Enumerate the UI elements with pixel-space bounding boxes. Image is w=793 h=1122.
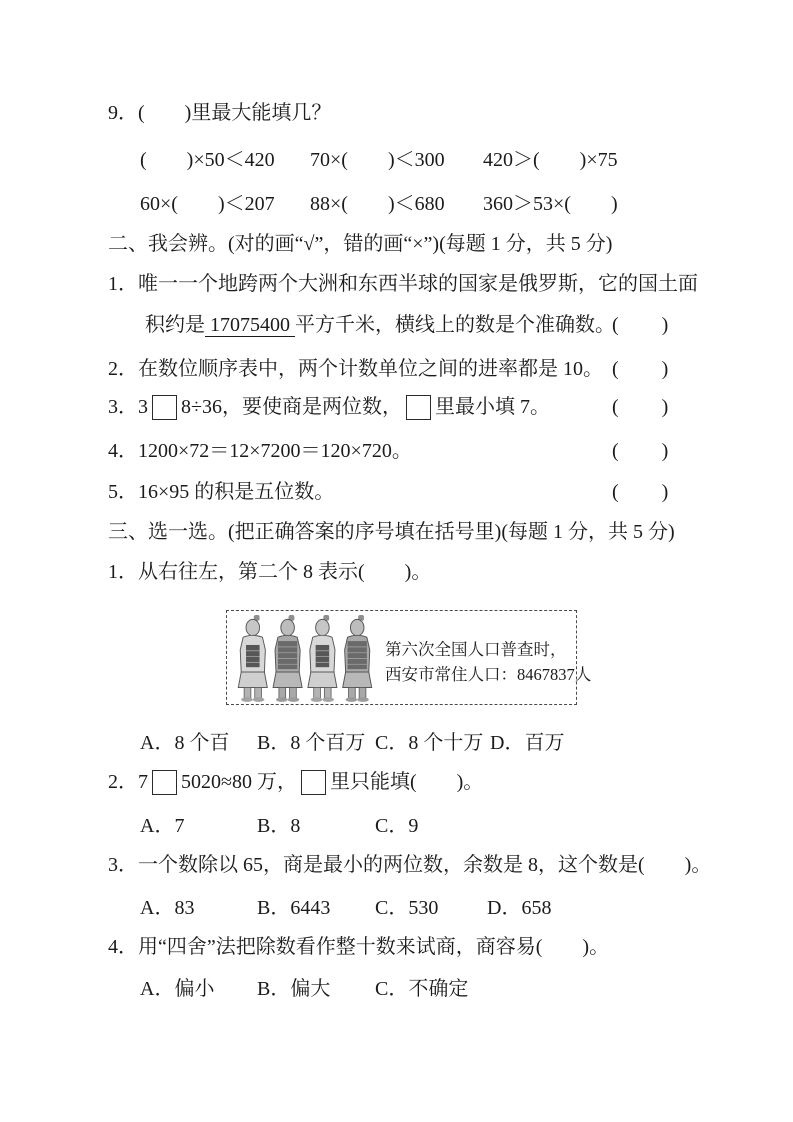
q9-expr-r2c1: 60×( )＜207 (140, 193, 275, 215)
figure-caption (385, 638, 591, 688)
section-choice-heading: 三、选一选。(把正确答案的序号填在括号里)(每题 1 分，共 5 分) (108, 521, 675, 543)
judge-item-3-mid: 8÷36，要使商是两位数， (181, 396, 402, 418)
choice-q3-text: 3．一个数除以 65，商是最小的两位数，余数是 8，这个数是( )。 (108, 854, 712, 876)
choice-q2-text (108, 769, 483, 795)
q1-option-d: D．百万 (490, 732, 565, 754)
figure-box (226, 610, 592, 705)
q2-option-b: B．8 (257, 815, 301, 837)
judge-item-3-post: 里最小填 7。 (434, 396, 550, 418)
judge-item-4-text: 4．1200×72＝12×7200＝120×720。 (108, 440, 412, 462)
q9-expr-r1c2: 70×( )＜300 (310, 149, 445, 171)
answer-bracket-2: ( ) (612, 358, 670, 380)
judge-item-1-post: 平方千米，横线上的数是个准确数。 (295, 314, 615, 336)
answer-bracket-3: ( ) (612, 396, 670, 418)
choice-q1-text: 1．从右往左，第二个 8 表示( )。 (108, 561, 432, 583)
q9-expr-r2c3: 360＞53×( ) (483, 193, 618, 215)
underlined-number: 17075400 (205, 314, 295, 337)
q4-option-b: B．偏大 (257, 978, 331, 1000)
blank-box (301, 770, 326, 795)
blank-box (152, 395, 177, 420)
choice-q2-mid: 5020≈80 万， (181, 771, 297, 793)
q9-expr-r1c3: 420＞( )×75 (483, 149, 618, 171)
judge-item-2-text: 2．在数位顺序表中，两个计数单位之间的进率都是 10。 (108, 358, 603, 380)
choice-q4-text: 4．用“四舍”法把除数看作整十数来试商，商容易( )。 (108, 936, 610, 958)
section-judge-heading: 二、我会辨。(对的画“√”，错的画“×”)(每题 1 分，共 5 分) (108, 233, 613, 255)
figure-caption-line-2: 西安市常住人口：8467837人 (385, 664, 592, 684)
answer-bracket-4: ( ) (612, 440, 670, 462)
figure-caption-line-1: 第六次全国人口普查时， (385, 640, 567, 659)
q4-option-a: A．偏小 (140, 978, 215, 1000)
judge-item-1-pre: 积约是 (145, 314, 205, 336)
judge-item-1-line-1: 1．唯一一个地跨两个大洲和东西半球的国家是俄罗斯，它的国土面 (108, 273, 698, 295)
blank-box (152, 770, 177, 795)
choice-q2-post: 里只能填( )。 (329, 771, 484, 793)
q3-option-c: C．530 (375, 897, 439, 919)
judge-item-3-pre: 3．3 (108, 396, 148, 418)
judge-item-3-text (108, 394, 550, 420)
judge-item-1-text (145, 312, 615, 338)
blank-box (406, 395, 431, 420)
q3-option-d: D．658 (487, 897, 552, 919)
q1-option-a: A．8 个百 (140, 732, 230, 754)
q1-option-b: B．8 个百万 (257, 732, 366, 754)
q9-expr-r1c1: ( )×50＜420 (140, 149, 275, 171)
q2-option-c: C．9 (375, 815, 419, 837)
choice-q2-pre: 2．7 (108, 771, 148, 793)
question-9-prompt: 9．( )里最大能填几？ (108, 102, 332, 124)
q9-expr-r2c2: 88×( )＜680 (310, 193, 445, 215)
q3-option-a: A．83 (140, 897, 195, 919)
terracotta-warriors-icon (235, 615, 375, 702)
q1-option-c: C．8 个十万 (375, 732, 484, 754)
q2-option-a: A．7 (140, 815, 185, 837)
q4-option-c: C．不确定 (375, 978, 469, 1000)
judge-item-5-text: 5．16×95 的积是五位数。 (108, 481, 335, 503)
answer-bracket-5: ( ) (612, 481, 670, 503)
answer-bracket-1: ( ) (612, 314, 670, 336)
q3-option-b: B．6443 (257, 897, 331, 919)
